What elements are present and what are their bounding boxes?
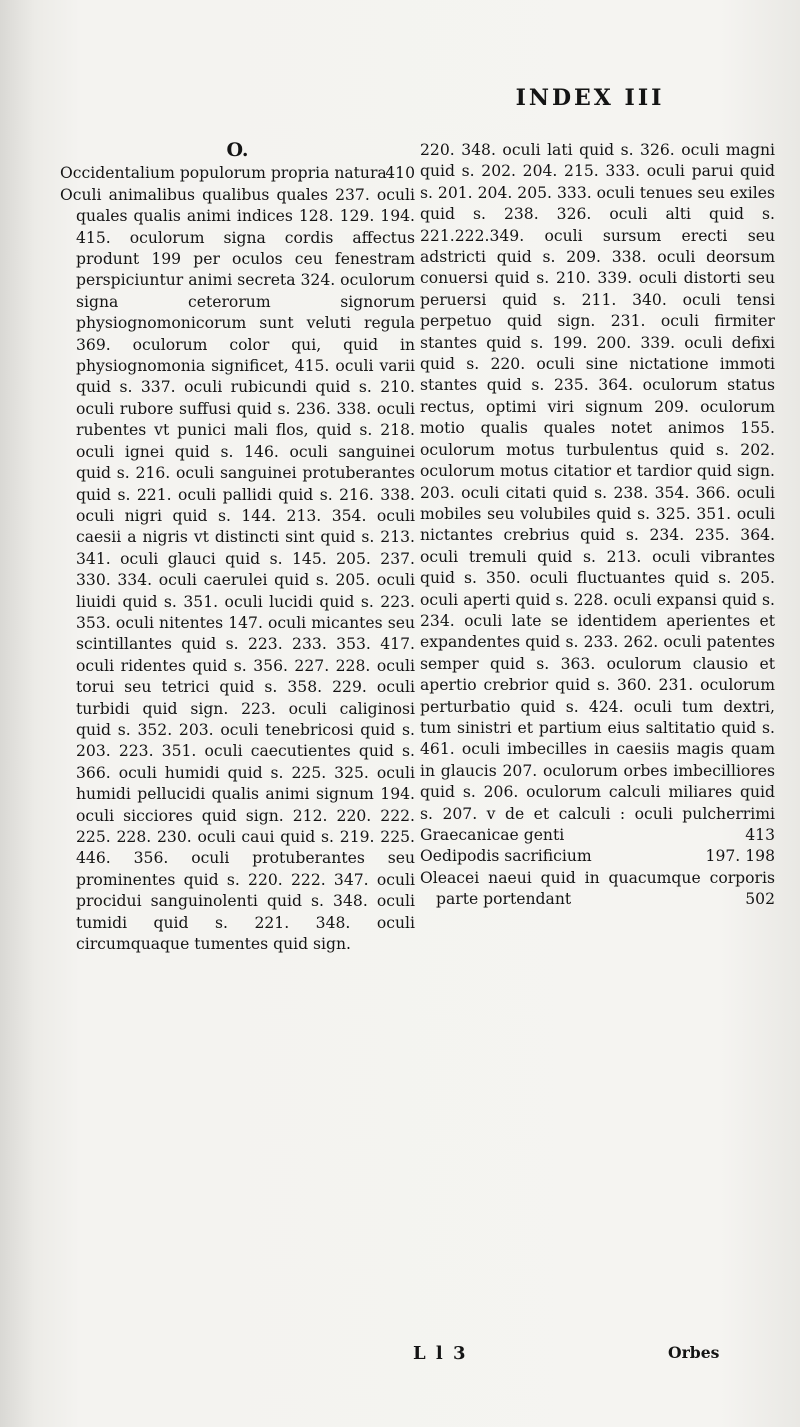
entry-page: 413 <box>745 826 775 844</box>
section-letter: O. <box>226 139 249 161</box>
index-entry <box>60 163 415 184</box>
catchword: Orbes <box>668 1343 720 1362</box>
entry-text: Oedipodis sacrificium <box>420 847 592 866</box>
entry-text: Occidentalium populorum propria natura <box>60 164 387 183</box>
index-entry <box>420 846 775 867</box>
entry-text: Oleacei naeui quid in quacumque corporis parte portendant <box>420 868 775 909</box>
right-column <box>420 140 775 911</box>
index-entry <box>420 868 775 911</box>
continued-entry <box>420 140 775 846</box>
entry-page: 197. 198 <box>705 847 775 866</box>
left-column <box>60 140 415 955</box>
signature-mark: L l 3 <box>413 1343 468 1364</box>
entry-page: 410 <box>385 164 415 183</box>
entry-text: Oculi animalibus qualibus quales 237. oculi quales qualis animi indices 128. 129. 194. 415. oculorum signa cordis affectus produnt 199 per oculos ceu fenestram perspiciuntur animi secreta 324. oculorum signa ceterorum signorum physiognomonicorum sunt veluti regula 369. oculorum color qui, quid in physiognomonia significet, 415. oculi varii quid s. 337. oculi rubicundi quid s. 210. oculi rubore suffusi quid s. 236. 338. oculi rubentes vt punici mali flos, quid s. 218. oculi ignei quid s. 146. oculi sanguinei quid s. 216. oculi sanguinei protuberantes quid s. 221. oculi pallidi quid s. 216. 338. oculi nigri quid s. 144. 213. 354. oculi caesii a nigris vt distincti sint quid s. 213. 341. oculi glauci quid s. 145. 205. 237. 330. 334. oculi caerulei quid s. 205. oculi liuidi quid s. 351. oculi lucidi quid s. 223. 353. oculi nitentes 147. oculi micantes seu scintillantes quid s. 223. 233. 353. 417. oculi ridentes quid s. 356. 227. 228. oculi torui seu tetrici quid s. 358. 229. oculi turbidi quid sign. 223. oculi caliginosi quid s. 352. 203. oculi tenebricosi quid s. 203. 223. 351. oculi caecutientes quid s. 366. oculi humidi quid s. 225. 325. oculi humidi pellucidi qualis animi signum 194. oculi sicciores quid sign. 212. 220. 222. 225. 228. 230. oculi caui quid s. 219. 225. 446. 356. oculi protuberantes seu prominentes quid s. 220. 222. 347. oculi procidui sanguinolenti quid s. 348. oculi tumidi quid s. 221. 348. oculi circumquaque tumentes quid sign. <box>60 185 415 954</box>
page-title: INDEX III <box>515 85 665 111</box>
entry-page: 502 <box>745 890 775 909</box>
running-header <box>0 85 800 111</box>
entry-text: 220. 348. oculi lati quid s. 326. oculi magni quid s. 202. 204. 215. 333. oculi parui quid s. 201. 204. 205. 333. oculi tenues seu exiles quid s. 238. 326. oculi alti quid s. 221.222.349. oculi sursum erecti seu adstricti quid s. 209. 338. oculi deorsum conuersi quid s. 210. 339. oculi distorti seu peruersi quid s. 211. 340. oculi tensi perpetuo quid sign. 231. oculi firmiter stantes quid s. 199. 200. 339. oculi defixi quid s. 220. oculi sine nictatione immoti stantes quid s. 235. 364. oculorum status rectus, optimi viri signum 209. oculorum motio qualis quales notet animos 155. oculorum motus turbulentus quid s. 202. oculorum motus citatior et tardior quid sign. 203. oculi citati quid s. 238. 354. 366. oculi mobiles seu volubiles quid s. 325. 351. oculi nictantes crebrius quid s. 234. 235. 364. oculi tremuli quid s. 213. oculi vibrantes quid s. 350. oculi fluctuantes quid s. 205. oculi aperti quid s. 228. oculi expansi quid s. 234. oculi late se identidem aperientes et expandentes quid s. 233. 262. oculi patentes semper quid s. 363. oculorum clausio et apertio crebrior quid s. 360. 231. oculorum perturbatio quid s. 424. oculi tum dextri, tum sinistri et partium eius saltitatio quid s. 461. oculi imbecilles in caesiis magis quam in glaucis 207. oculorum orbes imbecilliores quid s. 206. oculorum calculi miliares quid s. 207. v de et calculi : oculi pulcherrimi Graecanicae genti <box>420 141 775 844</box>
index-entry <box>60 185 415 956</box>
